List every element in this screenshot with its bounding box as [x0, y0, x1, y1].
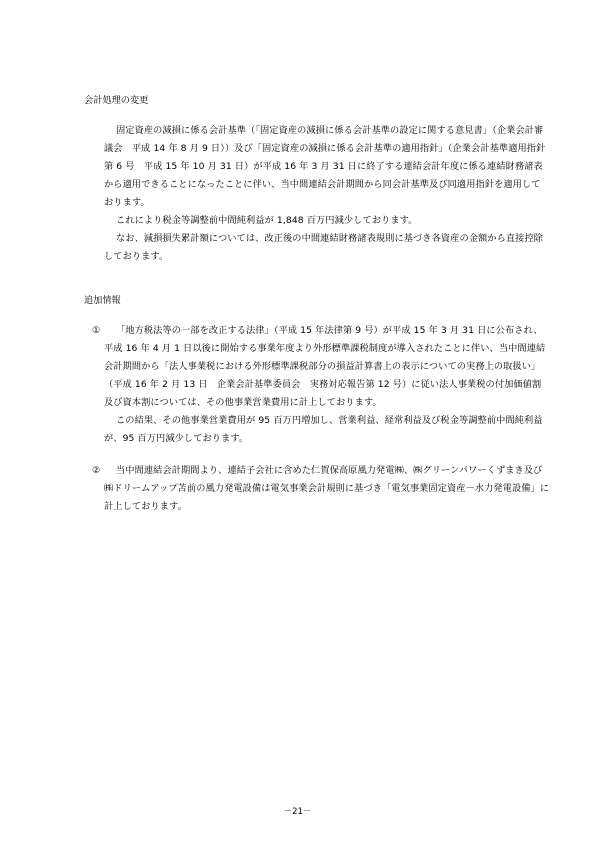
additional-info-item-2 — [92, 462, 550, 516]
page-number: －21－ — [283, 807, 312, 817]
item-marker: ② — [92, 465, 101, 476]
additional-info-item-1 — [92, 322, 550, 448]
section-heading-accounting-changes: 会計処理の変更 — [84, 95, 149, 106]
accounting-changes-paragraph-2: これにより税金等調整前中間純利益が 1,848 百万円減少しております。 — [116, 215, 418, 226]
section-heading-additional-information: 追加情報 — [84, 295, 121, 306]
additional-info-item-1-paragraph-2: この結果、その他事業営業費用が 95 百万円増加し、営業利益、経常利益及び税金等調整前中間純利益が、95 百万円減少しております。 — [104, 415, 543, 444]
additional-info-item-2-paragraph-1: 当中間連結会計期間より、連結子会社に含めた仁賀保高原風力発電㈱、㈱グリーンパワーくずまき及び㈱ドリームアップ苫前の風力発電設備は電気事業会計規則に基づき「電気事業固定資産－水力発電設備」に計上しております。 — [104, 465, 550, 512]
accounting-changes-paragraph-1: 固定資産の減損に係る会計基準（「固定資産の減損に係る会計基準の設定に関する意見書」（企業会計審議会 平成 14 年 8 月 9 日））及び「固定資産の減損に係る会計基準の適用指針」（企業会計基準適用指針第 6 号 平成 15 年 10 月 31 日）が平成 16 年 3 月 31 日に終了する連結会計年度に係る連結財務諸表から適用できることになったことに伴い、当中間連結会計期間から同会計基準及び同適用指針を適用しております。 — [104, 125, 546, 208]
accounting-changes-body — [104, 122, 546, 266]
accounting-changes-paragraph-3: なお、減損損失累計額については、改正後の中間連結財務諸表規則に基づき各資産の金額から直接控除しております。 — [104, 233, 544, 262]
item-marker: ① — [92, 325, 101, 336]
additional-info-item-1-paragraph-1: 「地方税法等の一部を改正する法律」（平成 15 年法律第 9 号）が平成 15 年 3 月 31 日に公布され、平成 16 年 4 月 1 日以後に開始する事業年度より外形標準課税制度が導入されたことに伴い、当中間連結会計期間から「法人事業税における外形標準課税部分の損益計算書上の表示についての実務上の取扱い」（平成 16 年 2 月 13 日 企業会計基準委員会 実務対応報告第 12 号）に従い法人事業税の付加価値割及び資本割については、その他事業営業費用に計上しております。 — [104, 325, 546, 408]
